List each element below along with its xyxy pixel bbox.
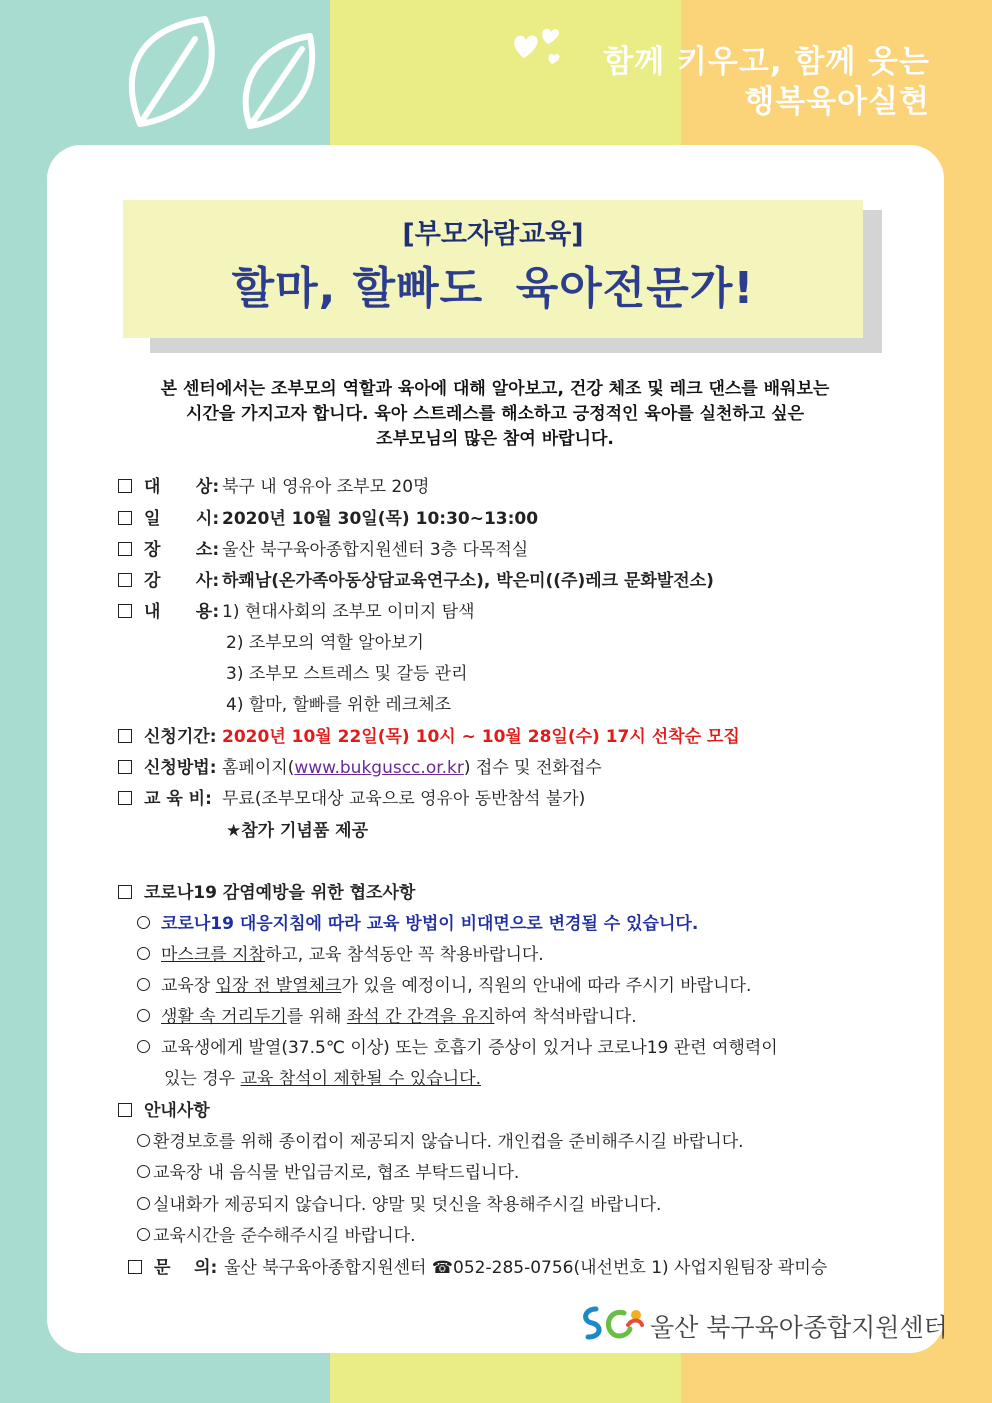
covid-item <box>137 909 698 934</box>
detail-row-instructor <box>118 566 714 591</box>
detail-label: 교 육 비: <box>144 789 212 809</box>
circle-bullet-icon <box>137 1009 150 1022</box>
circle-bullet-icon <box>137 1040 150 1053</box>
covid-item-text: 교육생에게 발열(37.5℃ 이상) 또는 호흡기 증상이 있거나 코로나19 관련 여행력이 <box>161 1038 778 1058</box>
covid-item-continuation <box>164 1064 481 1089</box>
circle-bullet-icon <box>137 1165 150 1178</box>
circle-bullet-icon <box>137 916 150 929</box>
detail-value: 무료(조부모대상 교육으로 영유아 동반참석 불가) <box>222 789 586 809</box>
covid-item <box>137 1033 778 1058</box>
apply-method-suffix: ) 접수 및 전화접수 <box>463 758 602 778</box>
hearts-icon <box>510 22 570 72</box>
covid-item-text: 있는 경우 <box>164 1069 241 1089</box>
checkbox-square-icon <box>128 1260 142 1274</box>
detail-value: 울산 북구육아종합지원센터 3층 다목적실 <box>222 540 529 560</box>
leaves-icon <box>110 14 330 134</box>
contact-label: 문 의: <box>154 1258 218 1278</box>
covid-item-underline: 마스크를 지참 <box>161 945 265 965</box>
covid-item-text: 하고, 교육 참석동안 꼭 착용바랍니다. <box>264 945 544 965</box>
detail-value: 북구 내 영유아 조부모 20명 <box>222 477 430 497</box>
detail-label: 강 사: <box>144 571 220 591</box>
intro-paragraph <box>95 377 895 452</box>
content-item: 4) 할마, 할빠를 위한 레크체조 <box>226 695 452 715</box>
covid-item-text: 가 있을 예정이니, 직원의 안내에 따라 주시기 바랍니다. <box>341 976 752 996</box>
covid-item-underline: 입장 전 발열체크 <box>215 976 342 996</box>
covid-item-underline: 생활 속 거리두기 <box>161 1007 287 1027</box>
notice-item-text: 실내화가 제공되지 않습니다. 양말 및 덧신을 착용해주시길 바랍니다. <box>153 1195 662 1215</box>
homepage-link[interactable]: www.bukguscc.or.kr <box>294 758 464 778</box>
slogan-line-2: 행복육아실현 <box>744 84 930 120</box>
covid-item-text: 교육장 <box>161 976 216 996</box>
detail-row-content <box>118 597 475 622</box>
circle-bullet-icon <box>137 978 150 991</box>
detail-value: 하쾌남(온가족아동상담교육연구소), 박은미((주)레크 문화발전소) <box>222 571 714 591</box>
covid-item-underline: 좌석 간 간격을 유지 <box>346 1007 495 1027</box>
circle-bullet-icon <box>137 1228 150 1241</box>
covid-item-text: 코로나19 대응지침에 따라 교육 방법이 비대면으로 변경될 수 있습니다. <box>161 914 699 934</box>
title-box <box>123 200 863 338</box>
checkbox-square-icon <box>118 729 132 743</box>
contact-row <box>128 1253 827 1278</box>
org-name: 울산 북구육아종합지원센터 <box>650 1313 948 1342</box>
title-category: [부모자람교육] <box>402 219 584 250</box>
detail-value: 2020년 10월 30일(목) 10:30~13:00 <box>222 509 539 529</box>
org-logo-icon <box>580 1303 646 1345</box>
notice-item <box>137 1158 519 1183</box>
content-item: 1) 현대사회의 조부모 이미지 탐색 <box>222 602 475 622</box>
checkbox-square-icon <box>118 1103 132 1117</box>
content-item: 2) 조부모의 역할 알아보기 <box>226 633 424 653</box>
notice-item <box>137 1190 661 1215</box>
contact-value: 울산 북구육아종합지원센터 ☎052-285-0756(내선번호 1) 사업지원팀장 곽미승 <box>224 1258 828 1278</box>
notice-heading-text: 안내사항 <box>144 1101 210 1121</box>
covid-item-text: 를 위해 <box>286 1007 347 1027</box>
apply-method-prefix: 홈페이지( <box>222 758 295 778</box>
notice-item-text: 환경보호를 위해 종이컵이 제공되지 않습니다. 개인컵을 준비해주시길 바랍니다. <box>153 1132 744 1152</box>
circle-bullet-icon <box>137 1134 150 1147</box>
circle-bullet-icon <box>137 1197 150 1210</box>
notice-item-text: 교육시간을 준수해주시길 바랍니다. <box>153 1226 416 1246</box>
covid-heading <box>118 878 415 903</box>
covid-heading-text: 코로나19 감염예방을 위한 협조사항 <box>144 883 416 903</box>
detail-row-target <box>118 472 429 497</box>
detail-label: 내 용: <box>144 602 220 622</box>
covid-item-text: 하여 착석바랍니다. <box>494 1007 637 1027</box>
detail-row-apply-period <box>118 722 740 747</box>
checkbox-square-icon <box>118 604 132 618</box>
detail-label: 대 상: <box>144 477 220 497</box>
checkbox-square-icon <box>118 542 132 556</box>
detail-label: 장 소: <box>144 540 220 560</box>
slogan-line-1: 함께 키우고, 함께 웃는 <box>603 44 930 80</box>
detail-label: 신청기간: <box>144 727 217 747</box>
notice-item-text: 교육장 내 음식물 반입금지로, 협조 부탁드립니다. <box>153 1163 520 1183</box>
notice-item <box>137 1221 416 1246</box>
detail-row-place <box>118 535 528 560</box>
covid-item <box>137 971 751 996</box>
covid-item-underline: 교육 참석이 제한될 수 있습니다. <box>240 1069 482 1089</box>
detail-row-apply-method <box>118 753 602 778</box>
detail-row-date <box>118 504 538 529</box>
checkbox-square-icon <box>118 885 132 899</box>
covid-item <box>137 940 544 965</box>
checkbox-square-icon <box>118 479 132 493</box>
detail-label: 신청방법: <box>144 758 217 778</box>
apply-period-value: 2020년 10월 22일(목) 10시 ~ 10월 28일(수) 17시 선착순 모집 <box>222 727 740 747</box>
notice-heading <box>118 1096 210 1121</box>
gift-note: ★참가 기념품 제공 <box>226 821 369 841</box>
intro-line-2: 시간을 가지고자 합니다. 육아 스트레스를 해소하고 긍정적인 육아를 실천하고 싶은 <box>185 404 805 424</box>
notice-item <box>137 1127 744 1152</box>
checkbox-square-icon <box>118 791 132 805</box>
checkbox-square-icon <box>118 573 132 587</box>
content-item: 3) 조부모 스트레스 및 갈등 관리 <box>226 664 468 684</box>
detail-label: 일 시: <box>144 509 220 529</box>
slogan <box>603 42 930 122</box>
detail-row-fee <box>118 784 585 809</box>
circle-bullet-icon <box>137 947 150 960</box>
checkbox-square-icon <box>118 760 132 774</box>
intro-line-3: 조부모님의 많은 참여 바랍니다. <box>376 429 614 449</box>
intro-line-1: 본 센터에서는 조부모의 역할과 육아에 대해 알아보고, 건강 체조 및 레크 댄스를 배워보는 <box>160 379 830 399</box>
page-title: 할마, 할빠도 육아전문가! <box>231 263 755 314</box>
checkbox-square-icon <box>118 511 132 525</box>
covid-item <box>137 1002 637 1027</box>
